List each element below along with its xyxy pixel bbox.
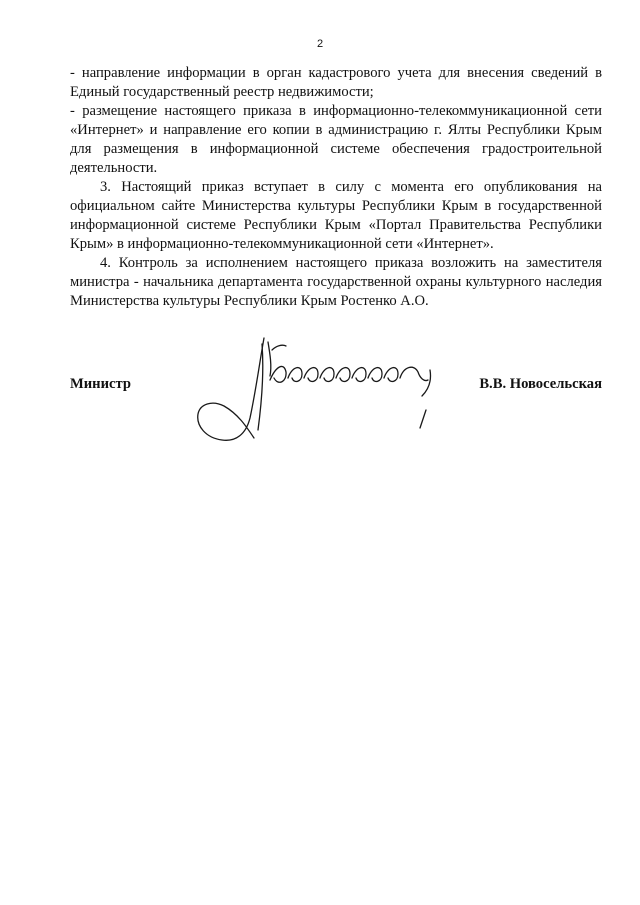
signatory-title: Министр [70,376,131,392]
page-number: 2 [316,38,324,50]
paragraph-cadastral-info: - направление информации в орган кадастрового учета для внесения сведений в Единый государственный реестр недвижимости; [70,65,602,100]
paragraph-internet-publication: - размещение настоящего приказа в информационно-телекоммуникационной сети «Интернет» и направление его копии в администрацию г. Ялты Республики Крым для размещения в информационной системе обеспечения градостроительной деятельности. [70,103,602,176]
paragraph-4-control: 4. Контроль за исполнением настоящего приказа возложить на заместителя министра - начальника департамента государственной охраны культурного наследия Министерства культуры Республики Крым Ростенко А.О. [70,255,602,309]
signatory-name: В.В. Новосельская [479,376,602,392]
signature-block [70,330,610,460]
paragraph-3-effective-date: 3. Настоящий приказ вступает в силу с момента его опубликования на официальном сайте Министерства культуры Республики Крым в государственной информационной системе Республики Крым «Портал Правительства Республики Крым» в информационно-телекоммуникационной сети «Интернет». [70,179,602,252]
document-body [70,64,602,311]
handwritten-signature [192,330,452,450]
